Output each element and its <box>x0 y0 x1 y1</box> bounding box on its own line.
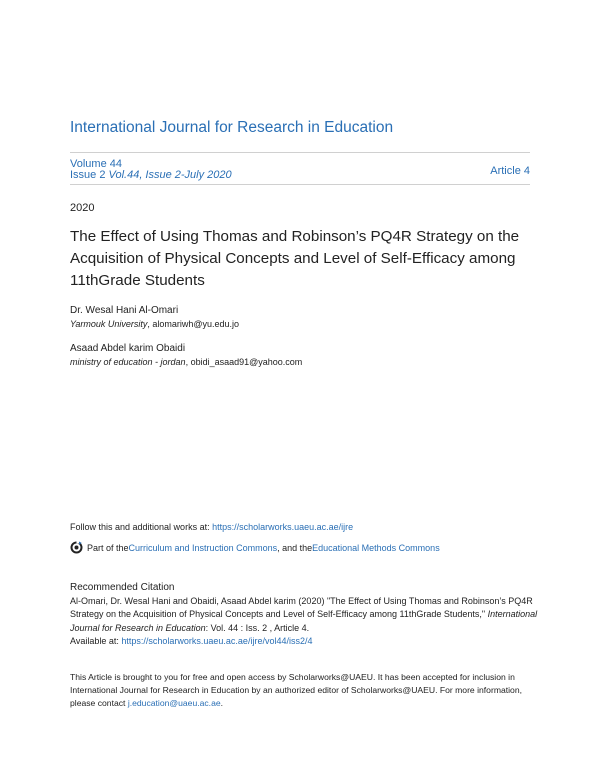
divider-top <box>70 152 530 153</box>
part-of-middle: , and the <box>277 542 313 553</box>
issue-link[interactable] <box>70 169 232 181</box>
follow-text: Follow this and additional works at: <box>70 522 213 532</box>
issue-prefix: Issue 2 <box>70 169 106 181</box>
curriculum-commons-link[interactable]: Curriculum and Instruction Commons <box>128 542 278 553</box>
paper-title: The Effect of Using Thomas and Robinson’s PQ4R Strategy on the Acquisition of Physical Concepts and Level of Self-Efficacy among 11thGrade Students <box>70 228 520 289</box>
contact-email-link[interactable]: j.education@uaeu.ac.ae <box>127 697 221 708</box>
notice-text: This Article is brought to you for free and open access by Scholarworks@UAEU. It has been accepted for inclusion in International Journal for Research in Education by an authorized editor of Scholarworks@UAEU. For more information, please contact <box>70 672 522 708</box>
educational-methods-link[interactable]: Educational Methods Commons <box>312 542 440 553</box>
open-access-icon <box>70 541 83 554</box>
author-email: , obidi_asaad91@yahoo.com <box>185 357 303 367</box>
article-number[interactable]: Article 4 <box>490 165 530 177</box>
article-url-link[interactable]: https://scholarworks.uaeu.ac.ae/ijre/vol44/iss2/4 <box>121 636 313 647</box>
notice-end: . <box>220 697 224 708</box>
citation-body: Al-Omari, Dr. Wesal Hani and Obaidi, Asaad Abdel karim (2020) "The Effect of Using Thomas and Robinson’s PQ4R Strategy on the Acquisition of Physical Concepts and Level of Self-Efficacy among 11thGrade Students," <box>70 596 533 620</box>
issue-detail: Vol.44, Issue 2-July 2020 <box>108 169 232 181</box>
volume-link[interactable]: Volume 44 <box>70 158 122 170</box>
journal-title[interactable]: International Journal for Research in Education <box>70 119 394 136</box>
affiliation-name: Yarmouk University <box>70 319 148 329</box>
citation-volume: : Vol. 44 : Iss. 2 , Article 4. <box>205 622 310 633</box>
affiliation-name: ministry of education - jordan <box>70 357 186 367</box>
follow-line <box>70 522 353 532</box>
author-email: , alomariwh@yu.edu.jo <box>147 319 240 329</box>
citation-journal: International Journal for Research in Education <box>70 609 538 633</box>
part-of-prefix: Part of the <box>87 542 129 553</box>
available-label: Available at: <box>70 636 122 647</box>
author-affiliation <box>70 319 239 329</box>
part-of-line <box>70 541 440 554</box>
publication-year: 2020 <box>70 202 95 214</box>
citation-text <box>70 595 538 649</box>
recommended-citation-heading: Recommended Citation <box>70 582 175 593</box>
author-name: Dr. Wesal Hani Al-Omari <box>70 305 179 316</box>
author-affiliation <box>70 357 302 367</box>
access-notice <box>70 671 538 709</box>
author-name: Asaad Abdel karim Obaidi <box>70 343 186 354</box>
divider-bottom <box>70 184 530 185</box>
repository-link[interactable]: https://scholarworks.uaeu.ac.ae/ijre <box>212 522 354 532</box>
